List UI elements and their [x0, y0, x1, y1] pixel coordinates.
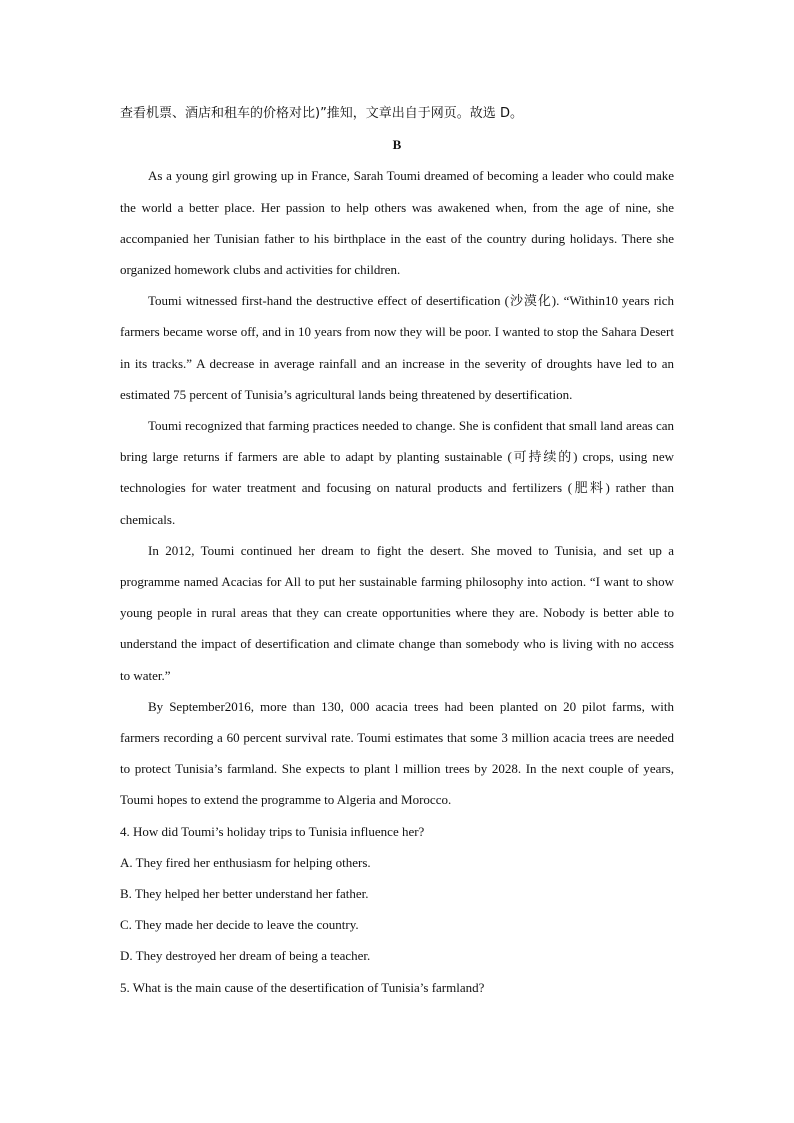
- paragraph-3: Toumi recognized that farming practices needed to change. She is confident that small land areas can bring large returns if farmers are able to adapt by planting sustainable (可持续的) crops, using new technologies for water treatment and focusing on natural products and fertilizers (肥料) rather than chemicals.: [120, 418, 674, 527]
- question-4-option-d: D. They destroyed her dream of being a teacher.: [120, 948, 371, 964]
- section-title: B: [392, 137, 402, 153]
- paragraph-5: By September2016, more than 130, 000 acacia trees had been planted on 20 pilot farms, with farmers recording a 60 percent survival rate. Toumi estimates that some 3 million acacia trees are needed to protect Tunisia’s farmland. She expects to plant l million trees by 2028. In the next couple of years, Toumi hopes to extend the programme to Algeria and Morocco.: [120, 698, 674, 808]
- page-content: [120, 98, 674, 1003]
- paragraph-1: As a young girl growing up in France, Sarah Toumi dreamed of becoming a leader who could make the world a better place. Her passion to help others was awakened when, from the age of nine, she accompanied her Tunisian father to his birthplace in the east of the country during holidays. There she organized homework clubs and activities for children.: [120, 168, 674, 278]
- question-4-option-a: A. They fired her enthusiasm for helping others.: [120, 854, 371, 870]
- question-5-stem: 5. What is the main cause of the desertification of Tunisia’s farmland?: [120, 979, 485, 995]
- paragraph-2: Toumi witnessed first-hand the destructive effect of desertification (沙漠化). “Within10 years rich farmers became worse off, and in 10 years from now they will be poor. I wanted to stop the Sahara Desert in its tracks.” A decrease in average rainfall and an increase in the severity of droughts have led to an estimated 75 percent of Tunisia’s agricultural lands being threatened by desertification.: [120, 293, 674, 402]
- question-4-option-c: C. They made her decide to leave the country.: [120, 917, 359, 933]
- paragraph-4: In 2012, Toumi continued her dream to fight the desert. She moved to Tunisia, and set up a programme named Acacias for All to put her sustainable farming philosophy into action. “I want to show young people in rural areas that they can create opportunities where they are. Nobody is better able to understand the impact of desertification and climate change than somebody who is living with no access to water.”: [120, 542, 674, 683]
- previous-answer-line: 查看机票、酒店和租车的价格对比)”推知，文章出自于网页。故选 D。: [120, 106, 523, 121]
- question-4-stem: 4. How did Toumi’s holiday trips to Tunisia influence her?: [120, 823, 425, 839]
- question-4-option-b: B. They helped her better understand her father.: [120, 886, 369, 902]
